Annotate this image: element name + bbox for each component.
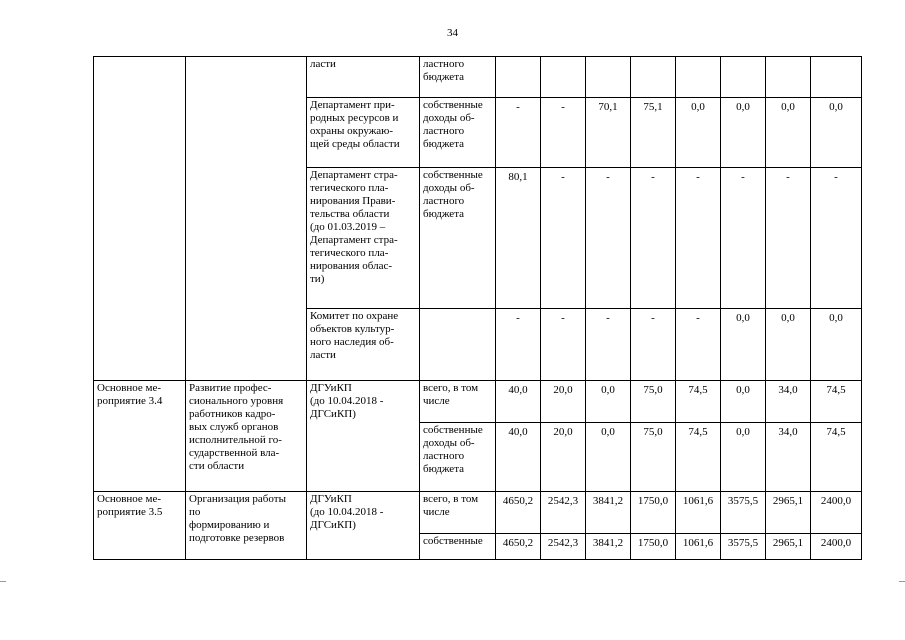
value-cell (721, 57, 766, 98)
value-cell: 75,0 (631, 423, 676, 492)
value-cell: 4650,2 (496, 492, 541, 534)
value-cell: - (541, 98, 586, 168)
funding-source-cell (420, 309, 496, 381)
value-cell: 0,0 (721, 309, 766, 381)
value-cell: - (631, 309, 676, 381)
value-cell: 3575,5 (721, 492, 766, 534)
value-cell: - (721, 168, 766, 309)
value-cell: 3841,2 (586, 492, 631, 534)
page-number: 34 (447, 27, 458, 39)
executor-cell: Департамент при- родных ресурсов и охраны окружаю- щей среды области (307, 98, 420, 168)
measure-description-cell: Организация работы по формированию и подготовке резервов (186, 492, 307, 560)
executor-cell: Департамент стра- тегического пла- нирования Прави- тельства области (до 01.03.2019 – Департамент стра- тегического пла- нирования облас- ти) (307, 168, 420, 309)
value-cell: 74,5 (676, 381, 721, 423)
left-crop-mark (0, 581, 6, 582)
value-cell: - (496, 309, 541, 381)
value-cell: 40,0 (496, 423, 541, 492)
funding-source-cell: ластного бюджета (420, 57, 496, 98)
measure-name-cell (94, 57, 186, 381)
measure-description-cell: Развитие профес- сионального уровня работников кадро- вых служб органов исполнительной го- сударственной вла- сти области (186, 381, 307, 492)
value-cell: 74,5 (811, 381, 862, 423)
value-cell: - (676, 309, 721, 381)
value-cell: 1061,6 (676, 492, 721, 534)
value-cell: - (541, 309, 586, 381)
value-cell: 80,1 (496, 168, 541, 309)
value-cell: 20,0 (541, 423, 586, 492)
value-cell: 0,0 (586, 423, 631, 492)
executor-cell: Комитет по охране объектов культур- ного наследия об- ласти (307, 309, 420, 381)
value-cell: - (586, 168, 631, 309)
value-cell: 2965,1 (766, 534, 811, 560)
executor-cell: ДГУиКП (до 10.04.2018 - ДГСиКП) (307, 381, 420, 492)
value-cell: 0,0 (721, 381, 766, 423)
measure-name-cell: Основное ме- роприятие 3.5 (94, 492, 186, 560)
funding-source-cell: всего, в том числе (420, 381, 496, 423)
value-cell: 0,0 (766, 309, 811, 381)
value-cell: 20,0 (541, 381, 586, 423)
value-cell (496, 57, 541, 98)
value-cell: 2400,0 (811, 492, 862, 534)
value-cell: 0,0 (586, 381, 631, 423)
value-cell: 0,0 (811, 309, 862, 381)
funding-source-cell: собственные (420, 534, 496, 560)
value-cell: 3841,2 (586, 534, 631, 560)
table-row (94, 57, 862, 98)
value-cell: 0,0 (676, 98, 721, 168)
value-cell: - (766, 168, 811, 309)
value-cell: 2542,3 (541, 534, 586, 560)
value-cell: 75,1 (631, 98, 676, 168)
value-cell: 0,0 (766, 98, 811, 168)
budget-table (93, 56, 862, 560)
value-cell: 40,0 (496, 381, 541, 423)
table-row (94, 381, 862, 423)
value-cell: 3575,5 (721, 534, 766, 560)
executor-cell: ДГУиКП (до 10.04.2018 - ДГСиКП) (307, 492, 420, 560)
table-row (94, 492, 862, 534)
measure-name-cell: Основное ме- роприятие 3.4 (94, 381, 186, 492)
funding-source-cell: всего, в том числе (420, 492, 496, 534)
value-cell (766, 57, 811, 98)
value-cell: 34,0 (766, 381, 811, 423)
value-cell: 0,0 (721, 423, 766, 492)
value-cell: 4650,2 (496, 534, 541, 560)
value-cell: 0,0 (721, 98, 766, 168)
value-cell: 0,0 (811, 98, 862, 168)
value-cell: - (496, 98, 541, 168)
value-cell: - (811, 168, 862, 309)
funding-source-cell: собственные доходы об- ластного бюджета (420, 98, 496, 168)
value-cell (586, 57, 631, 98)
executor-cell: ласти (307, 57, 420, 98)
value-cell: 74,5 (811, 423, 862, 492)
value-cell (541, 57, 586, 98)
funding-source-cell: собственные доходы об- ластного бюджета (420, 423, 496, 492)
measure-description-cell (186, 57, 307, 381)
funding-source-cell: собственные доходы об- ластного бюджета (420, 168, 496, 309)
right-crop-mark (899, 581, 905, 582)
value-cell: - (541, 168, 586, 309)
value-cell: 34,0 (766, 423, 811, 492)
value-cell: 2542,3 (541, 492, 586, 534)
value-cell: 70,1 (586, 98, 631, 168)
value-cell: 75,0 (631, 381, 676, 423)
value-cell (811, 57, 862, 98)
value-cell: 1061,6 (676, 534, 721, 560)
value-cell (631, 57, 676, 98)
value-cell: - (631, 168, 676, 309)
value-cell: - (676, 168, 721, 309)
value-cell: 1750,0 (631, 534, 676, 560)
value-cell: - (586, 309, 631, 381)
value-cell: 74,5 (676, 423, 721, 492)
value-cell: 2965,1 (766, 492, 811, 534)
value-cell: 1750,0 (631, 492, 676, 534)
value-cell: 2400,0 (811, 534, 862, 560)
value-cell (676, 57, 721, 98)
